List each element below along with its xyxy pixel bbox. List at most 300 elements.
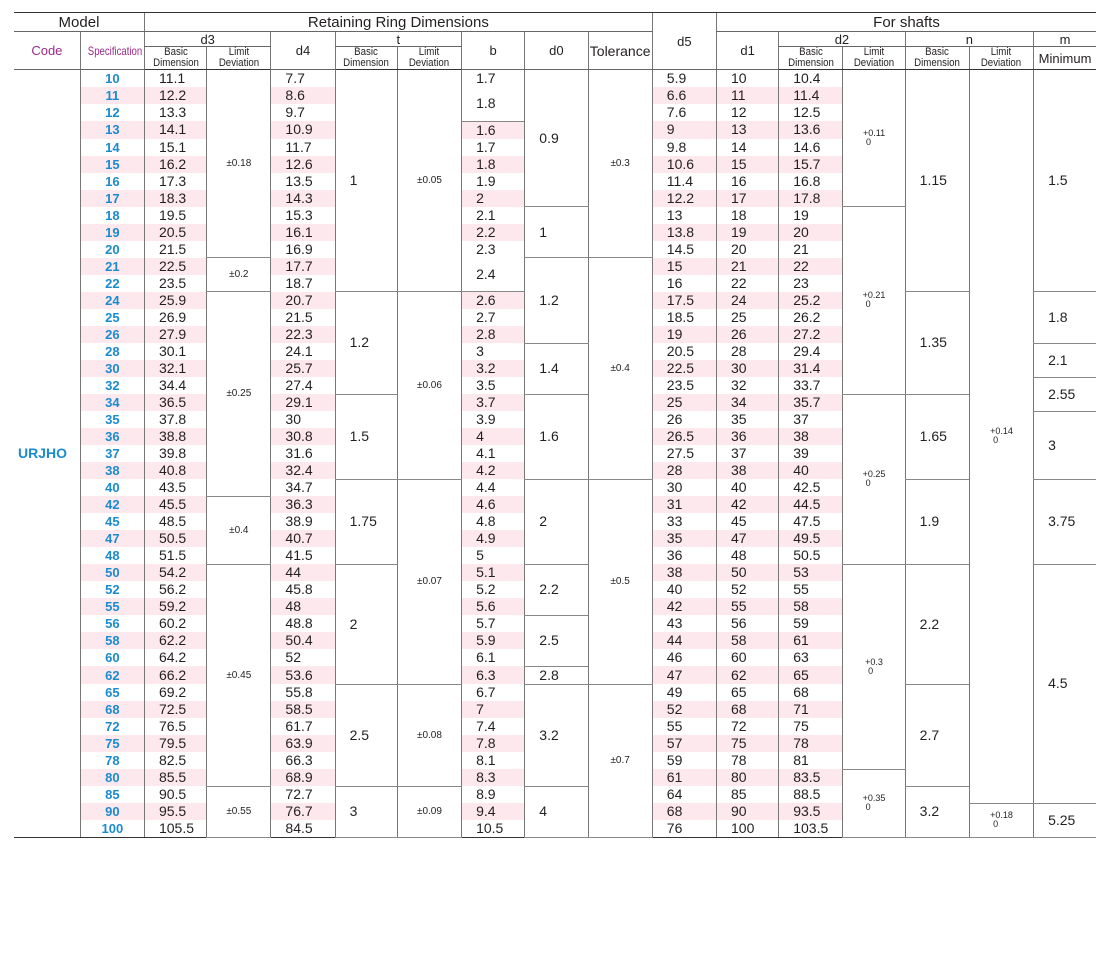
d1-cell: 90 xyxy=(717,803,779,820)
spec-cell: 45 xyxy=(80,513,144,530)
header-d3-basic: Basic Dimension xyxy=(144,47,206,70)
d1-cell: 36 xyxy=(717,428,779,445)
spec-cell: 55 xyxy=(80,598,144,615)
d2-deviation-cell xyxy=(843,207,905,395)
d1-cell: 40 xyxy=(717,479,779,496)
b-cell: 9.4 xyxy=(462,803,525,820)
header-t-limit: Limit Deviation xyxy=(397,47,461,70)
d5-cell: 14.5 xyxy=(652,241,716,258)
b-cell: 2 xyxy=(462,190,525,207)
d1-cell: 34 xyxy=(717,394,779,411)
d1-cell: 18 xyxy=(717,207,779,224)
d3-basic-cell: 25.9 xyxy=(144,292,206,310)
retaining-ring-table xyxy=(14,12,1096,838)
d4-cell: 61.7 xyxy=(271,718,335,735)
d3-basic-cell: 69.2 xyxy=(144,684,206,701)
d1-cell: 50 xyxy=(717,564,779,581)
d1-cell: 45 xyxy=(717,513,779,530)
d1-cell: 52 xyxy=(717,581,779,598)
d2-basic-cell: 75 xyxy=(779,718,843,735)
header-shafts: For shafts xyxy=(717,13,1097,32)
n-basic-cell: 1.9 xyxy=(905,479,969,564)
header-d3-limit: Limit Deviation xyxy=(207,47,271,70)
d2-deviation-cell-upper: +0.35 xyxy=(862,793,886,804)
d3-basic-cell: 59.2 xyxy=(144,598,206,615)
d4-cell: 32.4 xyxy=(271,462,335,479)
header-n-limit: Limit Deviation xyxy=(969,47,1033,70)
d2-basic-cell: 20 xyxy=(779,224,843,241)
n-deviation-cell xyxy=(969,803,1033,838)
d2-basic-cell: 29.4 xyxy=(779,343,843,360)
d1-cell: 60 xyxy=(717,649,779,666)
b-cell: 3.5 xyxy=(462,377,525,394)
header-specification: Specification xyxy=(80,32,144,70)
d2-basic-cell: 58 xyxy=(779,598,843,615)
spec-cell: 75 xyxy=(80,735,144,752)
t-basic-cell: 1 xyxy=(335,70,397,292)
d2-basic-cell: 40 xyxy=(779,462,843,479)
d3-basic-cell: 12.2 xyxy=(144,87,206,104)
d2-deviation-cell-lower: 0 xyxy=(865,137,871,147)
b-cell: 1.6 xyxy=(462,121,525,139)
d2-deviation-cell-fraction xyxy=(863,129,885,147)
d1-cell: 37 xyxy=(717,445,779,462)
d2-basic-cell: 15.7 xyxy=(779,156,843,173)
d5-cell: 38 xyxy=(652,564,716,581)
d4-cell: 25.7 xyxy=(271,360,335,377)
d5-cell: 26.5 xyxy=(652,428,716,445)
d1-cell: 14 xyxy=(717,139,779,156)
d1-cell: 11 xyxy=(717,87,779,104)
spec-cell: 26 xyxy=(80,326,144,343)
d5-cell: 59 xyxy=(652,752,716,769)
d0-cell: 3.2 xyxy=(525,684,588,786)
tolerance-cell: ±0.7 xyxy=(588,684,652,838)
spec-cell: 40 xyxy=(80,479,144,496)
b-cell: 7.4 xyxy=(462,718,525,735)
d2-basic-cell: 49.5 xyxy=(779,530,843,547)
d2-basic-cell: 53 xyxy=(779,564,843,581)
spec-cell: 65 xyxy=(80,684,144,701)
d5-cell: 27.5 xyxy=(652,445,716,462)
d5-cell: 28 xyxy=(652,462,716,479)
d2-basic-cell: 59 xyxy=(779,615,843,632)
d5-cell: 5.9 xyxy=(652,70,716,88)
d2-basic-cell: 63 xyxy=(779,649,843,666)
d2-basic-cell: 12.5 xyxy=(779,104,843,121)
b-cell: 5.7 xyxy=(462,615,525,632)
tolerance-cell: ±0.3 xyxy=(588,70,652,258)
n-deviation-cell-fraction xyxy=(990,427,1013,445)
d3-basic-cell: 95.5 xyxy=(144,803,206,820)
d0-cell: 1.6 xyxy=(525,394,588,479)
d2-deviation-cell-lower: 0 xyxy=(865,478,871,488)
d5-cell: 13 xyxy=(652,207,716,224)
d3-basic-cell: 19.5 xyxy=(144,207,206,224)
header-d2-limit: Limit Deviation xyxy=(843,47,905,70)
spec-cell: 12 xyxy=(80,104,144,121)
d1-cell: 100 xyxy=(717,820,779,838)
table-row xyxy=(14,394,1096,411)
d3-basic-cell: 105.5 xyxy=(144,820,206,838)
d1-cell: 16 xyxy=(717,173,779,190)
spec-cell: 62 xyxy=(80,666,144,684)
d1-cell: 21 xyxy=(717,258,779,275)
d1-cell: 58 xyxy=(717,632,779,649)
d0-cell: 1.4 xyxy=(525,343,588,394)
d5-cell: 22.5 xyxy=(652,360,716,377)
n-basic-cell: 1.15 xyxy=(905,70,969,292)
d5-cell: 68 xyxy=(652,803,716,820)
d2-deviation-cell xyxy=(843,70,905,207)
n-basic-cell: 3.2 xyxy=(905,786,969,838)
b-cell: 10.5 xyxy=(462,820,525,838)
d5-cell: 9.8 xyxy=(652,139,716,156)
table-row xyxy=(14,684,1096,701)
b-cell: 6.3 xyxy=(462,666,525,684)
d1-cell: 13 xyxy=(717,121,779,139)
d3-basic-cell: 60.2 xyxy=(144,615,206,632)
spec-cell: 90 xyxy=(80,803,144,820)
d2-basic-cell: 35.7 xyxy=(779,394,843,411)
d2-deviation-cell-upper: +0.11 xyxy=(862,128,886,138)
d5-cell: 15 xyxy=(652,258,716,275)
d3-basic-cell: 79.5 xyxy=(144,735,206,752)
t-basic-cell: 1.2 xyxy=(335,292,397,395)
d5-cell: 40 xyxy=(652,581,716,598)
d4-cell: 55.8 xyxy=(271,684,335,701)
header-d0: d0 xyxy=(525,32,588,70)
table-header xyxy=(14,13,1096,70)
d1-cell: 78 xyxy=(717,752,779,769)
spec-cell: 18 xyxy=(80,207,144,224)
d4-cell: 52 xyxy=(271,649,335,666)
d2-basic-cell: 10.4 xyxy=(779,70,843,88)
b-cell: 2.1 xyxy=(462,207,525,224)
d2-basic-cell: 38 xyxy=(779,428,843,445)
b-cell: 4.8 xyxy=(462,513,525,530)
t-deviation-cell: ±0.07 xyxy=(397,479,461,684)
d3-basic-cell: 21.5 xyxy=(144,241,206,258)
spec-cell: 42 xyxy=(80,496,144,513)
spec-cell: 85 xyxy=(80,786,144,803)
header-b: b xyxy=(462,32,525,70)
spec-cell: 68 xyxy=(80,701,144,718)
table-row xyxy=(14,70,1096,88)
d2-basic-cell: 26.2 xyxy=(779,309,843,326)
b-cell: 2.3 xyxy=(462,241,525,258)
spec-cell: 21 xyxy=(80,258,144,275)
d3-basic-cell: 39.8 xyxy=(144,445,206,462)
table-row xyxy=(14,564,1096,581)
d4-cell: 41.5 xyxy=(271,547,335,564)
spec-cell: 10 xyxy=(80,70,144,88)
d5-cell: 23.5 xyxy=(652,377,716,394)
d3-basic-cell: 48.5 xyxy=(144,513,206,530)
d4-cell: 18.7 xyxy=(271,275,335,292)
d1-cell: 85 xyxy=(717,786,779,803)
t-deviation-cell: ±0.05 xyxy=(397,70,461,292)
t-deviation-cell: ±0.08 xyxy=(397,684,461,786)
header-retaining: Retaining Ring Dimensions xyxy=(144,13,652,32)
b-cell: 4.9 xyxy=(462,530,525,547)
d5-cell: 33 xyxy=(652,513,716,530)
d1-cell: 75 xyxy=(717,735,779,752)
b-cell: 7 xyxy=(462,701,525,718)
d3-basic-cell: 30.1 xyxy=(144,343,206,360)
d3-basic-cell: 34.4 xyxy=(144,377,206,394)
b-cell: 4.1 xyxy=(462,445,525,462)
t-basic-cell: 3 xyxy=(335,786,397,838)
d3-basic-cell: 66.2 xyxy=(144,666,206,684)
d4-cell: 30 xyxy=(271,411,335,428)
d2-deviation-cell-upper: +0.21 xyxy=(862,290,886,301)
d1-cell: 72 xyxy=(717,718,779,735)
d4-cell: 22.3 xyxy=(271,326,335,343)
d1-cell: 24 xyxy=(717,292,779,310)
header-n-basic: Basic Dimension xyxy=(905,47,969,70)
d4-cell: 72.7 xyxy=(271,786,335,803)
m-minimum-cell: 4.5 xyxy=(1034,564,1096,803)
d3-basic-cell: 51.5 xyxy=(144,547,206,564)
d4-cell: 24.1 xyxy=(271,343,335,360)
t-basic-cell: 2 xyxy=(335,564,397,684)
d3-basic-cell: 32.1 xyxy=(144,360,206,377)
spec-cell: 32 xyxy=(80,377,144,394)
d2-basic-cell: 50.5 xyxy=(779,547,843,564)
d3-basic-cell: 38.8 xyxy=(144,428,206,445)
b-cell: 3.7 xyxy=(462,394,525,411)
header-d2-basic: Basic Dimension xyxy=(779,47,843,70)
b-cell: 5.1 xyxy=(462,564,525,581)
b-cell: 8.9 xyxy=(462,786,525,803)
t-deviation-cell: ±0.09 xyxy=(397,786,461,838)
d2-basic-cell: 42.5 xyxy=(779,479,843,496)
d2-basic-cell: 39 xyxy=(779,445,843,462)
d5-cell: 10.6 xyxy=(652,156,716,173)
d3-basic-cell: 64.2 xyxy=(144,649,206,666)
header-tolerance: Tolerance xyxy=(588,32,652,70)
d2-basic-cell: 25.2 xyxy=(779,292,843,310)
d2-basic-cell: 61 xyxy=(779,632,843,649)
d5-cell: 30 xyxy=(652,479,716,496)
d5-cell: 52 xyxy=(652,701,716,718)
d1-cell: 26 xyxy=(717,326,779,343)
spec-cell: 11 xyxy=(80,87,144,104)
d2-deviation-cell-fraction xyxy=(863,794,886,812)
d2-basic-cell: 19 xyxy=(779,207,843,224)
d2-basic-cell: 78 xyxy=(779,735,843,752)
b-cell: 5.9 xyxy=(462,632,525,649)
d2-basic-cell: 13.6 xyxy=(779,121,843,139)
d2-basic-cell: 65 xyxy=(779,666,843,684)
m-minimum-cell: 1.5 xyxy=(1034,70,1096,292)
d3-deviation-cell: ±0.18 xyxy=(207,70,271,258)
d2-deviation-cell-lower: 0 xyxy=(865,299,871,310)
b-cell: 3 xyxy=(462,343,525,360)
d3-basic-cell: 45.5 xyxy=(144,496,206,513)
d3-basic-cell: 27.9 xyxy=(144,326,206,343)
d1-cell: 38 xyxy=(717,462,779,479)
d2-basic-cell: 37 xyxy=(779,411,843,428)
d4-cell: 84.5 xyxy=(271,820,335,838)
d0-cell: 1 xyxy=(525,207,588,258)
m-minimum-cell: 3.75 xyxy=(1034,479,1096,564)
d0-cell: 0.9 xyxy=(525,70,588,207)
d1-cell: 35 xyxy=(717,411,779,428)
spec-cell: 25 xyxy=(80,309,144,326)
d4-cell: 9.7 xyxy=(271,104,335,121)
b-cell: 3.2 xyxy=(462,360,525,377)
header-model: Model xyxy=(14,13,144,32)
d2-deviation-cell-lower: 0 xyxy=(868,665,874,676)
d2-basic-cell: 27.2 xyxy=(779,326,843,343)
spec-cell: 24 xyxy=(80,292,144,310)
d2-deviation-cell-fraction xyxy=(865,658,883,676)
d5-cell: 9 xyxy=(652,121,716,139)
t-basic-cell: 2.5 xyxy=(335,684,397,786)
d4-cell: 15.3 xyxy=(271,207,335,224)
header-m: m xyxy=(1034,32,1096,47)
d3-basic-cell: 40.8 xyxy=(144,462,206,479)
d5-cell: 57 xyxy=(652,735,716,752)
d2-basic-cell: 83.5 xyxy=(779,769,843,786)
d1-cell: 47 xyxy=(717,530,779,547)
d3-basic-cell: 82.5 xyxy=(144,752,206,769)
d5-cell: 18.5 xyxy=(652,309,716,326)
b-cell: 1.8 xyxy=(462,87,525,121)
d2-basic-cell: 16.8 xyxy=(779,173,843,190)
header-m-minimum: Minimum xyxy=(1034,47,1096,70)
d5-cell: 46 xyxy=(652,649,716,666)
d2-deviation-cell xyxy=(843,394,905,564)
d1-cell: 22 xyxy=(717,275,779,292)
m-minimum-cell: 2.55 xyxy=(1034,377,1096,411)
d2-basic-cell: 21 xyxy=(779,241,843,258)
d1-cell: 55 xyxy=(717,598,779,615)
b-cell: 5.2 xyxy=(462,581,525,598)
spec-cell: 80 xyxy=(80,769,144,786)
spec-cell: 72 xyxy=(80,718,144,735)
d5-cell: 13.8 xyxy=(652,224,716,241)
d4-cell: 21.5 xyxy=(271,309,335,326)
d1-cell: 80 xyxy=(717,769,779,786)
d2-deviation-cell-upper: +0.3 xyxy=(865,656,883,667)
d5-cell: 16 xyxy=(652,275,716,292)
d3-basic-cell: 85.5 xyxy=(144,769,206,786)
d5-cell: 26 xyxy=(652,411,716,428)
d2-basic-cell: 23 xyxy=(779,275,843,292)
d5-cell: 7.6 xyxy=(652,104,716,121)
d3-deviation-cell: ±0.25 xyxy=(207,292,271,497)
d2-deviation-cell-fraction xyxy=(863,291,886,309)
d5-cell: 55 xyxy=(652,718,716,735)
d3-basic-cell: 11.1 xyxy=(144,70,206,88)
n-basic-cell: 2.7 xyxy=(905,684,969,786)
d2-basic-cell: 44.5 xyxy=(779,496,843,513)
d3-basic-cell: 37.8 xyxy=(144,411,206,428)
n-deviation-cell-lower: 0 xyxy=(993,819,999,830)
d3-basic-cell: 43.5 xyxy=(144,479,206,496)
b-cell: 4 xyxy=(462,428,525,445)
b-cell: 4.6 xyxy=(462,496,525,513)
n-basic-cell: 1.65 xyxy=(905,394,969,479)
d4-cell: 12.6 xyxy=(271,156,335,173)
d4-cell: 16.9 xyxy=(271,241,335,258)
b-cell: 1.9 xyxy=(462,173,525,190)
m-minimum-cell: 5.25 xyxy=(1034,803,1096,838)
d4-cell: 17.7 xyxy=(271,258,335,275)
n-deviation-cell-upper: +0.18 xyxy=(990,810,1013,821)
spec-cell: 37 xyxy=(80,445,144,462)
spec-cell: 56 xyxy=(80,615,144,632)
d4-cell: 10.9 xyxy=(271,121,335,139)
d1-cell: 42 xyxy=(717,496,779,513)
table-row xyxy=(14,786,1096,803)
d5-cell: 42 xyxy=(652,598,716,615)
n-deviation-cell-fraction xyxy=(990,811,1013,829)
d3-basic-cell: 23.5 xyxy=(144,275,206,292)
d3-deviation-cell: ±0.4 xyxy=(207,496,271,564)
d4-cell: 27.4 xyxy=(271,377,335,394)
d1-cell: 30 xyxy=(717,360,779,377)
d3-basic-cell: 16.2 xyxy=(144,156,206,173)
d5-cell: 17.5 xyxy=(652,292,716,310)
d3-basic-cell: 76.5 xyxy=(144,718,206,735)
d5-cell: 31 xyxy=(652,496,716,513)
d3-basic-cell: 54.2 xyxy=(144,564,206,581)
d5-cell: 44 xyxy=(652,632,716,649)
d5-cell: 49 xyxy=(652,684,716,701)
d5-cell: 64 xyxy=(652,786,716,803)
d2-basic-cell: 93.5 xyxy=(779,803,843,820)
b-cell: 8.1 xyxy=(462,752,525,769)
spec-cell: 52 xyxy=(80,581,144,598)
d1-cell: 20 xyxy=(717,241,779,258)
d4-cell: 8.6 xyxy=(271,87,335,104)
header-d2: d2 xyxy=(779,32,905,47)
d3-basic-cell: 72.5 xyxy=(144,701,206,718)
d4-cell: 58.5 xyxy=(271,701,335,718)
d2-basic-cell: 11.4 xyxy=(779,87,843,104)
d5-cell: 25 xyxy=(652,394,716,411)
t-basic-cell: 1.5 xyxy=(335,394,397,479)
spec-cell: 36 xyxy=(80,428,144,445)
d3-basic-cell: 20.5 xyxy=(144,224,206,241)
d3-basic-cell: 26.9 xyxy=(144,309,206,326)
d4-cell: 50.4 xyxy=(271,632,335,649)
header-n: n xyxy=(905,32,1033,47)
d2-deviation-cell-upper: +0.25 xyxy=(862,469,886,479)
d4-cell: 53.6 xyxy=(271,666,335,684)
m-minimum-cell: 3 xyxy=(1034,411,1096,479)
d2-basic-cell: 22 xyxy=(779,258,843,275)
spec-cell: 34 xyxy=(80,394,144,411)
d2-basic-cell: 88.5 xyxy=(779,786,843,803)
header-code: Code xyxy=(14,32,80,70)
d4-cell: 38.9 xyxy=(271,513,335,530)
d2-basic-cell: 81 xyxy=(779,752,843,769)
d1-cell: 10 xyxy=(717,70,779,88)
d5-cell: 11.4 xyxy=(652,173,716,190)
table-row xyxy=(14,479,1096,496)
d2-deviation-cell-lower: 0 xyxy=(865,802,871,813)
b-cell: 6.1 xyxy=(462,649,525,666)
d4-cell: 11.7 xyxy=(271,139,335,156)
spec-cell: 50 xyxy=(80,564,144,581)
n-basic-cell: 1.35 xyxy=(905,292,969,395)
d5-cell: 6.6 xyxy=(652,87,716,104)
